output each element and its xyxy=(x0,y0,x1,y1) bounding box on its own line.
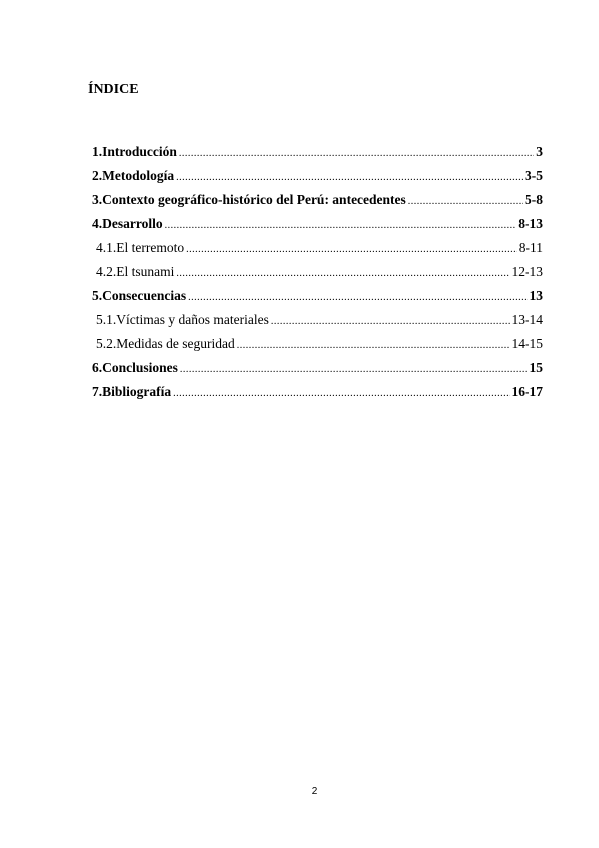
dot-leader xyxy=(165,220,517,231)
dot-leader xyxy=(176,268,509,279)
toc-entry-page: 3-5 xyxy=(525,168,543,183)
dot-leader xyxy=(179,148,534,159)
page-title: ÍNDICE xyxy=(88,82,139,97)
toc-entry-label: Conclusiones xyxy=(102,360,178,375)
toc-entry-page: 8-13 xyxy=(518,216,543,231)
toc-entry-el-terremoto[interactable] xyxy=(96,240,543,260)
toc-entry-label: Víctimas y daños materiales xyxy=(116,312,269,327)
toc-entry-contexto[interactable] xyxy=(92,192,543,212)
toc-entry-number: 5. xyxy=(92,288,103,303)
dot-leader xyxy=(186,244,517,255)
toc-entry-page: 14-15 xyxy=(511,336,543,351)
toc-entry-medidas[interactable] xyxy=(96,336,543,356)
toc-entry-label: Consecuencias xyxy=(102,288,187,303)
toc-entry-consecuencias[interactable] xyxy=(92,288,543,308)
toc-entry-number: 6. xyxy=(92,360,103,375)
toc-entry-desarrollo[interactable] xyxy=(92,216,543,236)
toc-entry-number: 1. xyxy=(92,144,103,159)
toc-entry-bibliografia[interactable] xyxy=(92,384,543,404)
toc-entry-label: Metodología xyxy=(102,168,175,183)
toc-entry-victimas[interactable] xyxy=(96,312,543,332)
toc-entry-number: 7. xyxy=(92,384,103,399)
toc-entry-page: 16-17 xyxy=(511,384,543,399)
toc-entry-label: Bibliografía xyxy=(102,384,172,399)
dot-leader xyxy=(180,364,528,375)
dot-leader xyxy=(271,316,510,327)
toc-entry-label: Desarrollo xyxy=(102,216,163,231)
toc-entry-number: 2. xyxy=(92,168,103,183)
toc-entry-page: 12-13 xyxy=(511,264,543,279)
dot-leader xyxy=(188,292,527,303)
toc-entry-label: Medidas de seguridad xyxy=(116,336,235,351)
toc-entry-page: 15 xyxy=(529,360,543,375)
toc-entry-page: 3 xyxy=(536,144,543,159)
page-number: 2 xyxy=(311,786,318,797)
toc-entry-number: 4.1. xyxy=(96,240,117,255)
toc-entry-el-tsunami[interactable] xyxy=(96,264,543,284)
toc-entry-page: 8-11 xyxy=(518,240,543,255)
toc-entry-number: 3. xyxy=(92,192,103,207)
toc-entry-number: 4. xyxy=(92,216,103,231)
toc-entry-label: Introducción xyxy=(102,144,177,159)
toc-entry-number: 4.2. xyxy=(96,264,117,279)
dot-leader xyxy=(237,340,510,351)
toc-entry-metodologia[interactable] xyxy=(92,168,543,188)
toc-entry-label: El tsunami xyxy=(116,264,175,279)
dot-leader xyxy=(173,388,509,399)
dot-leader xyxy=(408,196,523,207)
toc-entry-page: 13-14 xyxy=(511,312,543,327)
toc-entry-page: 13 xyxy=(529,288,543,303)
toc-entry-number: 5.1. xyxy=(96,312,117,327)
toc-entry-conclusiones[interactable] xyxy=(92,360,543,380)
toc-entry-label: Contexto geográfico-histórico del Perú: antecedentes xyxy=(102,192,406,207)
toc-entry-introduccion[interactable] xyxy=(92,144,543,164)
toc-entry-number: 5.2. xyxy=(96,336,117,351)
toc-entry-page: 5-8 xyxy=(525,192,543,207)
dot-leader xyxy=(176,172,523,183)
toc-entry-label: El terremoto xyxy=(116,240,185,255)
